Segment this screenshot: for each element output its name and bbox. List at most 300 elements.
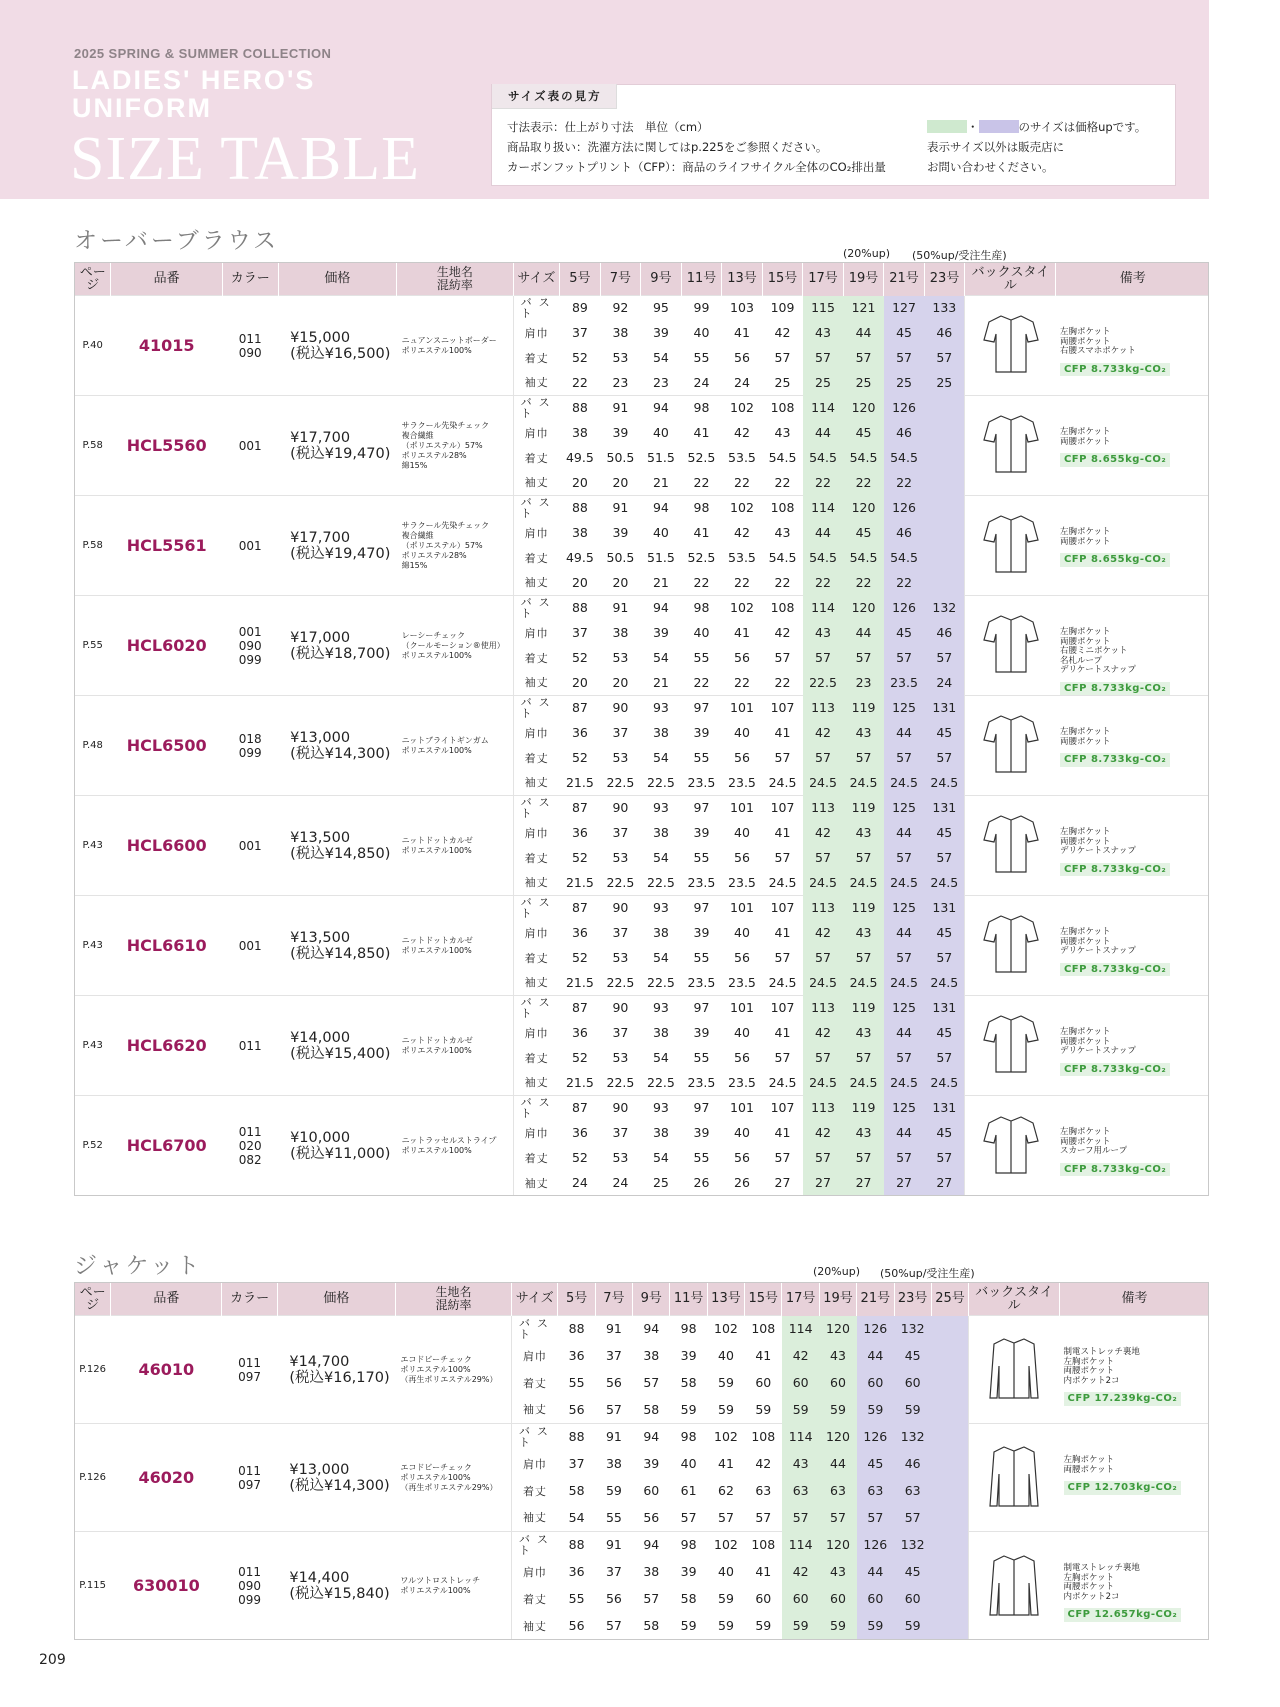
size-value: 94 — [633, 1316, 670, 1343]
size-value: 53 — [612, 849, 629, 865]
size-value: 60 — [857, 1586, 894, 1613]
size-value: 57 — [803, 346, 844, 371]
size-value: 45 — [857, 1451, 894, 1478]
size-value — [931, 1397, 968, 1424]
price-tax-included: (税込¥14,850) — [290, 945, 391, 962]
guide-line-care: 商品取り扱い：洗濯方法に関してはp.225をご参照ください。 — [507, 140, 828, 154]
measure-label: 袖丈 — [513, 871, 560, 896]
remark-line: 左胸ポケット — [1059, 927, 1111, 937]
measure-label: 袖丈 — [513, 771, 560, 796]
col-header-price: 価格 — [278, 262, 397, 296]
size-value: 22.5 — [647, 1074, 675, 1090]
size-value: 24.5 — [924, 1071, 965, 1096]
size-value: 114 — [803, 496, 844, 521]
measure-label: 着丈 — [513, 1146, 560, 1171]
series-title-line2: UNIFORM — [72, 93, 212, 123]
page-ref: P.43 — [75, 996, 111, 1096]
col-header-blend: 混紡率 — [435, 1297, 472, 1312]
cfp-value: 8.733kg-CO₂ — [1090, 682, 1167, 694]
size-value: 114 — [782, 1316, 819, 1343]
size-value: 45 — [924, 921, 965, 946]
size-value: 38 — [612, 624, 629, 640]
size-value: 45 — [884, 321, 925, 346]
size-value: 57 — [605, 1401, 622, 1417]
remark-line: 制電ストレッチ裏地 — [1063, 1347, 1140, 1357]
col-header-fabric: 生地名 — [435, 1284, 472, 1299]
price-tax-included: (税込¥18,700) — [290, 645, 391, 662]
remarks-cell — [1056, 296, 1209, 396]
remark-line: スカーフ用ループ — [1059, 1146, 1128, 1156]
size-value: 57 — [643, 1590, 660, 1606]
size-value: 41 — [734, 324, 750, 340]
size-value: 53.5 — [728, 549, 756, 565]
size-value: 56 — [734, 649, 750, 665]
size-value — [924, 471, 965, 496]
size-value: 101 — [722, 696, 763, 721]
price-cell — [278, 396, 397, 496]
remark-line: 左胸ポケット — [1059, 1127, 1111, 1137]
cfp-value: 8.733kg-CO₂ — [1090, 863, 1167, 875]
color-code: 011 — [238, 1038, 262, 1053]
cfp-badge — [1060, 1063, 1170, 1077]
size-value — [931, 1613, 968, 1640]
size-value: 40 — [734, 1124, 750, 1140]
size-value: 23.5 — [728, 774, 756, 790]
size-value: 40 — [652, 524, 669, 540]
remark-line: 内ポケット2コ — [1063, 1375, 1120, 1386]
size-value: 57 — [924, 346, 965, 371]
size-value: 22 — [843, 571, 884, 596]
size-value: 102 — [707, 1424, 744, 1451]
shirt-back-icon — [981, 810, 1041, 878]
material-line: ポリエステル100% — [401, 845, 472, 855]
size-value: 113 — [803, 696, 844, 721]
size-value: 57 — [803, 1046, 844, 1071]
size-value: 60 — [894, 1370, 931, 1397]
table-row — [75, 1316, 1210, 1343]
remark-line: 左胸ポケット — [1063, 1455, 1115, 1465]
size-value: 125 — [884, 896, 925, 921]
size-value: 38 — [643, 1347, 660, 1363]
remark-line: デリケートスナップ — [1059, 846, 1136, 856]
size-value: 54.5 — [768, 549, 797, 565]
col-header-size: サイズ — [511, 1282, 557, 1316]
remark-line: デリケートスナップ — [1059, 665, 1136, 675]
cfp-badge — [1064, 1608, 1182, 1622]
material-line: 複合繊維 — [401, 430, 434, 440]
size-value: 131 — [924, 996, 965, 1021]
col-header-size-3: 11号 — [670, 1282, 707, 1316]
size-value: 36 — [571, 724, 588, 740]
size-value: 40 — [680, 1455, 697, 1471]
product-code: HCL6600 — [111, 796, 222, 896]
color-code: 090 — [238, 1578, 262, 1593]
price-cell — [278, 896, 397, 996]
measure-label: 着丈 — [513, 946, 560, 971]
cfp-value: 8.733kg-CO₂ — [1090, 754, 1167, 765]
color-codes — [222, 1096, 278, 1196]
measure-label: 袖丈 — [513, 1171, 560, 1196]
guide-price-up-note — [927, 119, 1146, 135]
size-value: 57 — [774, 749, 791, 765]
cfp-value: 12.657kg-CO₂ — [1094, 1609, 1178, 1620]
measure-label: 肩巾 — [511, 1343, 557, 1370]
remarks-cell — [1056, 896, 1209, 996]
remark-line: デリケートスナップ — [1059, 1046, 1136, 1056]
back-style-illustration — [965, 796, 1056, 896]
size-value: 49.5 — [565, 549, 594, 565]
size-value: 57 — [843, 1046, 884, 1071]
size-guide-title: サイズ表の見方 — [492, 84, 617, 109]
material-line: （再生ポリエステル29%） — [400, 1482, 498, 1492]
size-value: 22 — [734, 474, 750, 490]
size-value: 20 — [612, 674, 629, 690]
measure-label: 肩巾 — [513, 621, 560, 646]
color-code: 001 — [238, 438, 262, 453]
size-value: 24.5 — [884, 1071, 925, 1096]
size-value: 22 — [693, 674, 710, 690]
size-value: 57 — [884, 346, 925, 371]
shirt-back-icon — [981, 310, 1041, 378]
size-value: 41 — [774, 724, 791, 740]
size-value: 36 — [568, 1563, 585, 1579]
size-value: 54 — [652, 1149, 669, 1165]
size-value: 97 — [681, 1096, 722, 1121]
cfp-badge — [1060, 363, 1170, 377]
product-code: HCL6620 — [111, 996, 222, 1096]
material-cell — [397, 896, 513, 996]
size-value: 57 — [894, 1505, 931, 1532]
size-value: 21.5 — [565, 1074, 594, 1090]
size-value: 131 — [924, 1096, 965, 1121]
size-value: 57 — [755, 1509, 772, 1525]
size-value: 87 — [560, 996, 601, 1021]
size-value: 41 — [774, 1124, 791, 1140]
remark-line: 両腰ポケット — [1063, 1582, 1115, 1592]
table-row — [75, 396, 1210, 421]
remark-line: 両腰ポケット — [1059, 336, 1111, 347]
guide-note-line2: 表示サイズ以外は販売店に — [927, 140, 1065, 154]
cfp-label: CFP — [1063, 963, 1087, 975]
size-value: 113 — [803, 796, 844, 821]
size-value: 56 — [734, 749, 750, 765]
back-style-illustration — [965, 996, 1056, 1096]
size-value: 24.5 — [803, 871, 844, 896]
size-value: 89 — [560, 296, 601, 321]
remark-line: 左胸ポケット — [1059, 727, 1111, 737]
price: ¥14,000 — [290, 1029, 351, 1046]
remark-line: 左胸ポケット — [1063, 1572, 1115, 1583]
guide-line-cfp: カーボンフットプリント（CFP）：商品のライフサイクル全体のCO₂排出量 — [507, 160, 886, 174]
size-value: 57 — [774, 349, 791, 365]
size-value: 125 — [884, 696, 925, 721]
size-value: 44 — [884, 1021, 925, 1046]
size-value: 43 — [803, 621, 844, 646]
size-value: 44 — [843, 321, 884, 346]
col-header-blend: 混紡率 — [436, 277, 473, 292]
col-header-remarks: 備考 — [1060, 1282, 1209, 1316]
measure-label: 袖丈 — [511, 1613, 557, 1640]
price: ¥13,500 — [290, 829, 351, 846]
size-value: 59 — [857, 1613, 894, 1640]
material-line: ポリエステル28% — [401, 450, 467, 460]
back-style-illustration — [965, 1096, 1056, 1196]
size-value: 99 — [681, 296, 722, 321]
col-header-size-7: 19号 — [819, 1282, 856, 1316]
size-value: 102 — [707, 1316, 744, 1343]
size-value: 39 — [612, 524, 629, 540]
size-value: 43 — [819, 1343, 856, 1370]
size-value: 56 — [734, 1149, 750, 1165]
size-value: 58 — [643, 1401, 660, 1417]
material-line: エコドビーチェック — [400, 1354, 472, 1364]
color-code: 090 — [238, 638, 262, 653]
col-header-color: カラー — [222, 262, 278, 296]
price-cell — [277, 1532, 395, 1640]
size-value — [931, 1559, 968, 1586]
cfp-badge — [1060, 963, 1170, 977]
measure-label: バスト — [513, 296, 560, 321]
size-value: 45 — [884, 621, 925, 646]
size-value: 54 — [568, 1509, 585, 1525]
product-code: HCL6500 — [111, 696, 222, 796]
cfp-label: CFP — [1067, 1393, 1091, 1404]
material-line: ポリエステル28% — [401, 550, 467, 560]
cfp-value: 8.733kg-CO₂ — [1090, 963, 1167, 975]
size-value: 57 — [843, 646, 884, 671]
price: ¥13,000 — [289, 1461, 350, 1478]
size-value: 54 — [652, 349, 669, 365]
back-style-illustration — [969, 1424, 1060, 1532]
color-codes — [222, 1424, 278, 1532]
size-value: 43 — [843, 921, 884, 946]
color-code: 090 — [238, 345, 262, 360]
size-value: 57 — [803, 946, 844, 971]
size-value: 45 — [924, 1121, 965, 1146]
col-header-size-0: 5号 — [558, 1282, 595, 1316]
size-value: 22 — [734, 674, 750, 690]
price-tax-included: (税込¥19,470) — [290, 445, 391, 462]
remark-line: 制電ストレッチ裏地 — [1063, 1563, 1140, 1573]
jacket-up50-label: (50%up/受注生産) — [880, 1267, 975, 1280]
cfp-badge — [1060, 863, 1170, 877]
page-ref: P.43 — [75, 896, 111, 996]
material-cell — [397, 396, 513, 496]
size-value: 20 — [612, 474, 629, 490]
measure-label: バスト — [513, 896, 560, 921]
size-value: 27 — [774, 1174, 791, 1190]
page-title: SIZE TABLE — [70, 125, 421, 193]
col-header-remarks: 備考 — [1056, 262, 1209, 296]
size-value: 45 — [924, 1021, 965, 1046]
table-header-row — [75, 1282, 1210, 1316]
size-value: 57 — [924, 1146, 965, 1171]
table-row — [75, 696, 1210, 721]
size-value: 60 — [819, 1370, 856, 1397]
size-value: 41 — [734, 624, 750, 640]
cfp-badge — [1060, 1163, 1170, 1177]
blouse-up20-label: (20%up) — [843, 247, 890, 260]
size-value: 88 — [560, 396, 601, 421]
remarks-cell — [1056, 996, 1209, 1096]
size-value: 42 — [803, 921, 844, 946]
size-value: 41 — [718, 1455, 734, 1471]
size-value — [924, 571, 965, 596]
size-value: 22.5 — [647, 774, 675, 790]
shirt-back-icon — [981, 410, 1041, 478]
guide-line-units: 寸法表示：仕上がり寸法 単位（cm） — [507, 120, 709, 134]
size-value: 41 — [693, 524, 710, 540]
size-value: 40 — [734, 824, 750, 840]
measure-label: 肩巾 — [511, 1559, 557, 1586]
col-header-code: 品番 — [111, 262, 222, 296]
size-value: 60 — [857, 1370, 894, 1397]
size-value: 55 — [568, 1590, 585, 1606]
measure-label: 着丈 — [511, 1478, 557, 1505]
size-value: 54 — [652, 849, 669, 865]
color-code: 001 — [238, 538, 262, 553]
size-value: 56 — [643, 1509, 660, 1525]
remark-line: 左胸ポケット — [1063, 1356, 1115, 1367]
size-value: 22 — [843, 471, 884, 496]
material-line: ポリエステル100% — [401, 650, 472, 660]
size-value: 27 — [803, 1171, 844, 1196]
size-value: 57 — [843, 746, 884, 771]
size-value: 22.5 — [606, 874, 635, 890]
col-header-size-2: 9号 — [641, 262, 682, 296]
size-value: 120 — [843, 596, 884, 621]
size-value: 42 — [774, 624, 791, 640]
size-value: 121 — [843, 296, 884, 321]
size-value: 88 — [560, 496, 601, 521]
blouse-size-table — [74, 262, 1209, 1196]
color-code: 099 — [238, 745, 262, 760]
size-value: 57 — [884, 946, 925, 971]
size-value: 57 — [924, 646, 965, 671]
size-value: 93 — [641, 1096, 682, 1121]
back-style-illustration — [965, 596, 1056, 696]
price-tax-included: (税込¥15,840) — [289, 1585, 390, 1602]
size-value: 42 — [755, 1455, 772, 1471]
size-value: 38 — [652, 824, 669, 840]
size-value: 127 — [884, 296, 925, 321]
material-line: ポリエステル100% — [400, 1585, 471, 1595]
size-value: 24.5 — [843, 971, 884, 996]
size-value — [931, 1343, 968, 1370]
size-value: 56 — [605, 1374, 622, 1390]
size-value: 52 — [571, 1049, 588, 1065]
size-value: 59 — [819, 1613, 856, 1640]
size-value: 23.5 — [728, 1074, 756, 1090]
remark-line: 左胸ポケット — [1059, 627, 1111, 637]
col-header-size-4: 13号 — [722, 262, 763, 296]
size-value: 24.5 — [843, 1071, 884, 1096]
material-line: ポリエステル100% — [401, 1045, 472, 1055]
size-value: 59 — [819, 1397, 856, 1424]
col-header-back-style: バックスタイル — [969, 1282, 1060, 1316]
size-value: 57 — [803, 1146, 844, 1171]
col-header-fabric: 生地名 — [436, 264, 473, 279]
table-row — [75, 596, 1210, 621]
remark-line: 左胸ポケット — [1059, 1027, 1111, 1037]
size-value: 21 — [652, 674, 669, 690]
material-line: ポリエステル100% — [401, 745, 472, 755]
size-value: 45 — [843, 521, 884, 546]
swatch-separator: ・ — [967, 120, 979, 134]
size-value: 107 — [762, 896, 803, 921]
shirt-back-icon — [981, 510, 1041, 578]
size-value: 54.5 — [884, 446, 925, 471]
material-cell — [395, 1424, 511, 1532]
size-value: 126 — [857, 1424, 894, 1451]
size-value: 38 — [571, 424, 588, 440]
size-value: 114 — [782, 1424, 819, 1451]
size-value: 120 — [843, 496, 884, 521]
price: ¥13,000 — [290, 729, 351, 746]
size-value — [924, 496, 965, 521]
size-value: 57 — [774, 849, 791, 865]
table-header-row — [75, 262, 1210, 296]
size-value: 44 — [803, 521, 844, 546]
cfp-badge — [1060, 682, 1170, 696]
size-value: 22 — [803, 571, 844, 596]
size-value: 54.5 — [803, 446, 844, 471]
cfp-badge — [1060, 553, 1170, 567]
green-swatch — [927, 120, 967, 133]
product-code: HCL6610 — [111, 896, 222, 996]
size-value: 45 — [924, 821, 965, 846]
size-value: 22.5 — [803, 671, 844, 696]
size-value: 44 — [819, 1451, 856, 1478]
size-value: 58 — [643, 1617, 660, 1633]
size-value: 101 — [722, 796, 763, 821]
size-value: 94 — [641, 496, 682, 521]
size-value: 120 — [819, 1316, 856, 1343]
size-value: 39 — [693, 1024, 710, 1040]
remarks-cell — [1056, 496, 1209, 596]
col-header-size-1: 7号 — [600, 262, 641, 296]
col-header-back-style: バックスタイル — [965, 262, 1056, 296]
table-row — [75, 1096, 1210, 1121]
size-value: 24.5 — [884, 771, 925, 796]
material-line: ポリエステル100% — [401, 345, 472, 355]
size-value: 54.5 — [803, 546, 844, 571]
size-value: 40 — [693, 624, 710, 640]
col-header-size-5: 15号 — [762, 262, 803, 296]
back-style-illustration — [965, 696, 1056, 796]
size-value: 52 — [571, 1149, 588, 1165]
size-value: 23.5 — [728, 874, 756, 890]
col-header-page: ページ — [75, 1282, 111, 1316]
size-value: 59 — [755, 1401, 772, 1417]
jacket-back-icon — [984, 1442, 1044, 1510]
color-code: 082 — [238, 1152, 262, 1167]
remarks-cell — [1060, 1316, 1209, 1424]
size-value: 132 — [894, 1424, 931, 1451]
remark-line: 両腰ポケット — [1059, 936, 1111, 947]
size-value: 38 — [571, 524, 588, 540]
cfp-value: 8.733kg-CO₂ — [1090, 363, 1167, 375]
col-header-code: 品番 — [111, 1282, 222, 1316]
size-value: 114 — [803, 596, 844, 621]
size-value: 132 — [894, 1532, 931, 1559]
size-value: 22.5 — [606, 774, 635, 790]
size-value: 44 — [857, 1343, 894, 1370]
size-value: 20 — [571, 674, 588, 690]
product-code: 46020 — [111, 1424, 222, 1532]
measure-label: 袖丈 — [513, 1071, 560, 1096]
size-value: 38 — [652, 1024, 669, 1040]
